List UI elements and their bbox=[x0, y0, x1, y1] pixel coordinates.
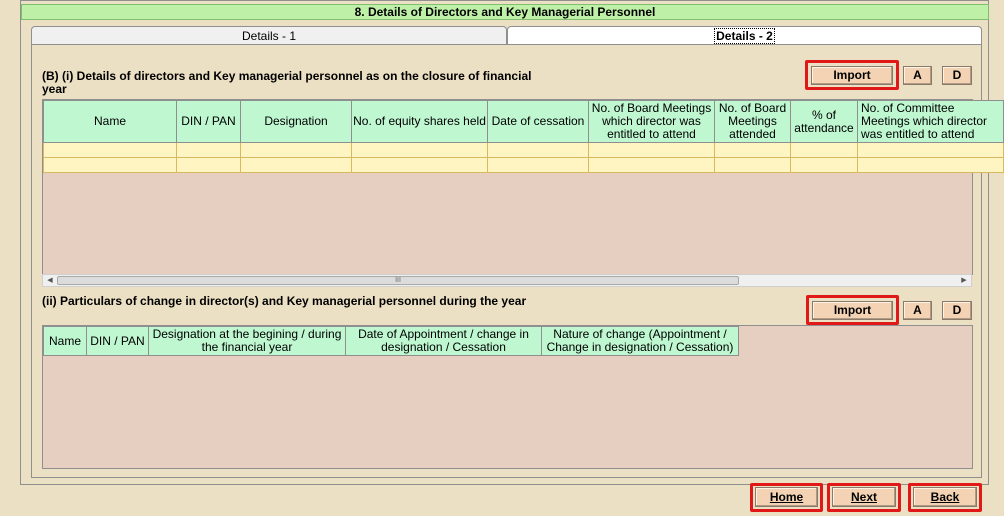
next-button-label: Next bbox=[850, 490, 877, 504]
col-name: Name bbox=[44, 101, 177, 143]
grid-cell[interactable] bbox=[488, 158, 589, 173]
directors-table bbox=[43, 100, 1004, 173]
grid-cell[interactable] bbox=[791, 143, 858, 158]
next-button[interactable] bbox=[832, 487, 896, 507]
section-b-heading bbox=[42, 70, 562, 96]
grid-cell[interactable] bbox=[241, 143, 352, 158]
grid-cell[interactable] bbox=[352, 158, 488, 173]
section-b-heading-line1: (B) (i) Details of directors and Key managerial personnel as on the closure of financial bbox=[42, 69, 532, 83]
col-board-meetings-attended: No. of Board Meetings attended bbox=[715, 101, 791, 143]
tab-details-2-label: Details - 2 bbox=[716, 29, 773, 43]
back-button-label: Back bbox=[930, 490, 960, 504]
tab-details-1[interactable] bbox=[31, 26, 507, 45]
col-nature-of-change: Nature of change (Appointment / Change in designation / Cessation) bbox=[542, 327, 739, 356]
add-row-button-ii[interactable]: A bbox=[903, 301, 932, 320]
grid-cell[interactable] bbox=[589, 158, 715, 173]
grid-cell[interactable] bbox=[791, 158, 858, 173]
col-attendance: % of attendance bbox=[791, 101, 858, 143]
scroll-right-icon[interactable]: ▶ bbox=[961, 277, 967, 284]
grid-cell[interactable] bbox=[177, 158, 241, 173]
grid-cell[interactable] bbox=[177, 143, 241, 158]
delete-row-button-b[interactable]: D bbox=[942, 66, 972, 85]
col-din-pan: DIN / PAN bbox=[177, 101, 241, 143]
table-row bbox=[44, 143, 1004, 158]
changes-header-row bbox=[44, 327, 739, 356]
changes-grid bbox=[42, 325, 973, 469]
grid-cell[interactable] bbox=[715, 158, 791, 173]
back-button[interactable] bbox=[913, 487, 977, 507]
col-date-appointment: Date of Appointment / change in designation / Cessation bbox=[346, 327, 542, 356]
col-designation-beginning: Designation at the begining / during the financial year bbox=[149, 327, 346, 356]
tab-details-2[interactable] bbox=[507, 26, 982, 45]
col-name: Name bbox=[44, 327, 87, 356]
home-button[interactable] bbox=[755, 487, 818, 507]
directors-grid bbox=[42, 99, 988, 275]
section-b-heading-line2: year bbox=[42, 82, 67, 96]
delete-row-button-ii[interactable]: D bbox=[942, 301, 972, 320]
grid-cell[interactable] bbox=[589, 143, 715, 158]
table-row bbox=[44, 158, 1004, 173]
col-board-meetings-entitled: No. of Board Meetings which director was entitled to attend bbox=[589, 101, 715, 143]
changes-table bbox=[43, 326, 739, 356]
add-row-button-b[interactable]: A bbox=[903, 66, 932, 85]
col-date-cessation: Date of cessation bbox=[488, 101, 589, 143]
import-button-ii[interactable]: Import bbox=[812, 301, 893, 320]
directors-header-row bbox=[44, 101, 1004, 143]
grid-cell[interactable] bbox=[858, 143, 1004, 158]
section-ii-heading: (ii) Particulars of change in director(s) and Key managerial personnel during the year bbox=[42, 294, 527, 308]
section-title: 8. Details of Directors and Key Managerial Personnel bbox=[21, 4, 989, 20]
grid-cell[interactable] bbox=[44, 158, 177, 173]
grid-cell[interactable] bbox=[241, 158, 352, 173]
col-committee-meetings-entitled: No. of Committee Meetings which director was entitled to attend bbox=[858, 101, 1004, 143]
grid-cell[interactable] bbox=[858, 158, 1004, 173]
scrollbar-thumb[interactable]: III bbox=[57, 276, 739, 285]
home-button-label: Home bbox=[769, 490, 804, 504]
grid-cell[interactable] bbox=[715, 143, 791, 158]
import-button-b[interactable]: Import bbox=[811, 66, 893, 85]
tab-details-1-label: Details - 1 bbox=[241, 29, 297, 43]
grid-cell[interactable] bbox=[352, 143, 488, 158]
grid-cell[interactable] bbox=[488, 143, 589, 158]
horizontal-scrollbar[interactable] bbox=[42, 274, 972, 287]
col-equity-shares: No. of equity shares held bbox=[352, 101, 488, 143]
col-designation: Designation bbox=[241, 101, 352, 143]
grid-cell[interactable] bbox=[44, 143, 177, 158]
scroll-left-icon[interactable]: ◀ bbox=[47, 277, 53, 284]
col-din-pan: DIN / PAN bbox=[87, 327, 149, 356]
